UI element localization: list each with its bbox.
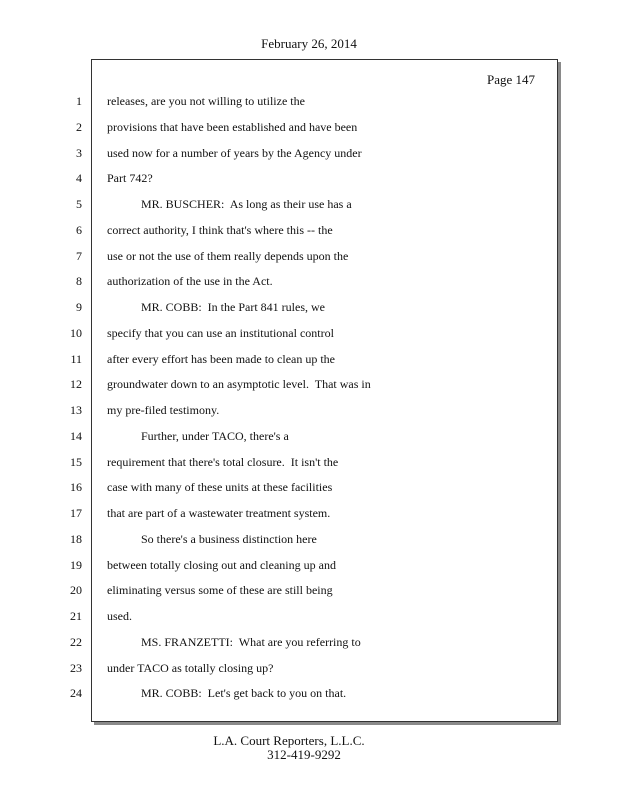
transcript-line: case with many of these units at these facilities [107,480,333,495]
line-number: 1 [76,94,82,108]
transcript-line: groundwater down to an asymptotic level. That was in [107,377,371,392]
line-number: 2 [76,119,82,134]
line-number: 20 [70,583,82,598]
line-number: 17 [70,506,82,520]
footer [0,733,618,763]
line-number: 11 [70,351,82,366]
line-number: 3 [76,145,82,160]
transcript-line: Further, under TACO, there's a [141,428,289,443]
page-number: Page 147 [486,72,535,87]
line-number-column [60,91,82,709]
transcript-text [107,91,547,709]
transcript-line: provisions that have been established and have been [107,119,358,134]
header-date: February 26, 2014 [261,36,357,51]
line-number: 8 [76,274,82,289]
line-number: 5 [76,197,82,211]
footer-phone: 312-419-9292 [267,747,341,762]
transcript-line: requirement that there's total closure. It isn't the [107,454,339,469]
line-number: 19 [70,557,82,572]
line-number: 7 [76,248,82,263]
transcript-line: my pre-filed testimony. [107,403,220,417]
line-number: 16 [70,480,82,495]
line-number: 14 [70,428,82,443]
line-number: 24 [70,686,82,701]
transcript-line: used. [107,609,132,623]
transcript-line: MR. COBB: In the Part 841 rules, we [141,300,325,314]
line-number: 10 [70,325,82,340]
footer-company: L.A. Court Reporters, L.L.C. [213,733,365,748]
transcript-line: that are part of a wastewater treatment system. [107,506,331,520]
line-number: 12 [70,377,82,392]
transcript-line: Part 742? [107,171,153,186]
transcript-line: correct authority, I think that's where this -- the [107,222,333,237]
line-number: 23 [70,660,82,675]
transcript-line: after every effort has been made to clean up the [107,351,335,366]
line-number: 21 [70,609,82,623]
line-number: 15 [70,454,82,469]
transcript-line: MR. COBB: Let's get back to you on that. [141,686,347,701]
line-number: 6 [76,222,82,237]
transcript-line: So there's a business distinction here [141,531,317,546]
transcript-line: used now for a number of years by the Agency under [107,145,362,160]
line-number: 22 [70,634,82,649]
line-number: 9 [76,300,82,314]
transcript-line: under TACO as totally closing up? [107,660,274,675]
line-number: 18 [70,531,82,546]
transcript-line: eliminating versus some of these are still being [107,583,333,598]
line-number: 4 [76,171,82,186]
transcript-line: between totally closing out and cleaning up and [107,557,336,572]
transcript-line: MS. FRANZETTI: What are you referring to [141,634,361,649]
transcript-line: specify that you can use an institutional control [107,325,334,340]
transcript-line: authorization of the use in the Act. [107,274,273,289]
transcript-line: releases, are you not willing to utilize the [107,94,305,108]
line-number: 13 [70,403,82,417]
transcript-line: MR. BUSCHER: As long as their use has a [141,197,352,211]
transcript-line: use or not the use of them really depends upon the [107,248,349,263]
